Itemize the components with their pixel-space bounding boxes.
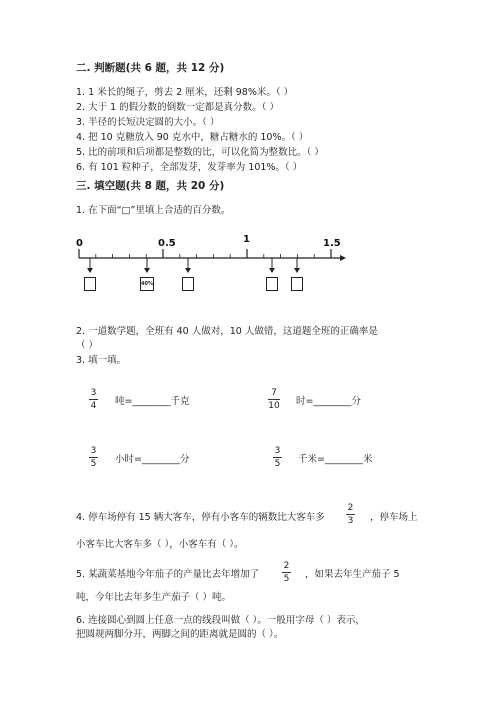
numberline-label-0.5: 0.5 xyxy=(158,238,176,249)
fill-question-4-part1: 4. 停车场停有 15 辆大客车，停有小客车的辆数比大客车多 xyxy=(76,512,325,523)
answer-box-2[interactable] xyxy=(182,277,194,291)
fill-question-5-part1: 5. 某蔬菜基地今年茄子的产量比去年增加了 xyxy=(76,569,260,580)
numberline-label-1.5: 1.5 xyxy=(323,238,341,249)
numberline-label-1: 1 xyxy=(243,234,250,245)
fill-question-5-part2: ，如果去年生产茄子 5 xyxy=(305,569,400,580)
conv-1-fraction: 3 4 xyxy=(90,388,97,411)
answer-box-3[interactable] xyxy=(266,277,278,291)
conv-4-text: 千米=________米 xyxy=(298,454,373,465)
section2-title: 二. 判断题(共 6 题，共 12 分) xyxy=(76,62,225,74)
given-box-40-percent: 40% xyxy=(140,277,154,291)
conv-4-fraction: 3 5 xyxy=(274,446,281,469)
numberline-label-0: 0 xyxy=(76,238,83,249)
judge-item-3: 3. 半径的长短决定圆的大小。（ ） xyxy=(76,117,220,128)
fill-question-6-line1: 6. 连接圆心到圆上任意一点的线段叫做（ ）。一般用字母（ ）表示， xyxy=(76,615,365,626)
fill-question-4-line2: 小客车比大客车多（ ），小客车有（ ）。 xyxy=(76,539,244,550)
conv-2-fraction: 7 10 xyxy=(268,388,280,411)
fill-question-2-line1: 2. 一道数学题，全班有 40 人做对，10 人做错，这道题全班的正确率是 xyxy=(76,326,378,337)
fill-question-2-line2: （ ） xyxy=(76,340,99,351)
conv-3-text: 小时=________分 xyxy=(115,454,190,465)
q4-fraction: 2 3 xyxy=(347,503,354,526)
fill-question-4-part2: ，停车场上 xyxy=(370,512,418,523)
conv-2-text: 时=________分 xyxy=(296,396,361,407)
fill-question-5-line2: 吨，今年比去年多生产茄子（ ）吨。 xyxy=(76,592,232,603)
judge-item-2: 2. 大于 1 的假分数的倒数一定都是真分数。（ ） xyxy=(76,102,279,113)
fill-question-3: 3. 填一填。 xyxy=(76,355,127,366)
judge-item-6: 6. 有 101 粒种子，全部发芽，发芽率为 101%。（ ） xyxy=(76,162,303,173)
section3-title: 三. 填空题(共 8 题，共 20 分) xyxy=(76,180,225,192)
fill-question-6-line2: 把圆规两脚分开，两脚之间的距离就是圆的（ ）。 xyxy=(76,629,284,640)
judge-item-4: 4. 把 10 克糖放入 90 克水中，糖占糖水的 10%。（ ） xyxy=(76,132,309,143)
fill-question-1: 1. 在下面“□”里填上合适的百分数。 xyxy=(76,205,231,216)
answer-box-4[interactable] xyxy=(291,277,303,291)
answer-box-1[interactable] xyxy=(84,277,96,291)
judge-item-5: 5. 比的前项和后项都是整数的比，可以化简为整数比。（ ） xyxy=(76,147,324,158)
conv-3-fraction: 3 5 xyxy=(90,446,97,469)
q5-fraction: 2 5 xyxy=(283,561,290,584)
conv-1-text: 吨=________千克 xyxy=(115,396,190,407)
judge-item-1: 1. 1 米长的绳子，剪去 2 厘米，还剩 98%米。（ ） xyxy=(76,87,294,98)
